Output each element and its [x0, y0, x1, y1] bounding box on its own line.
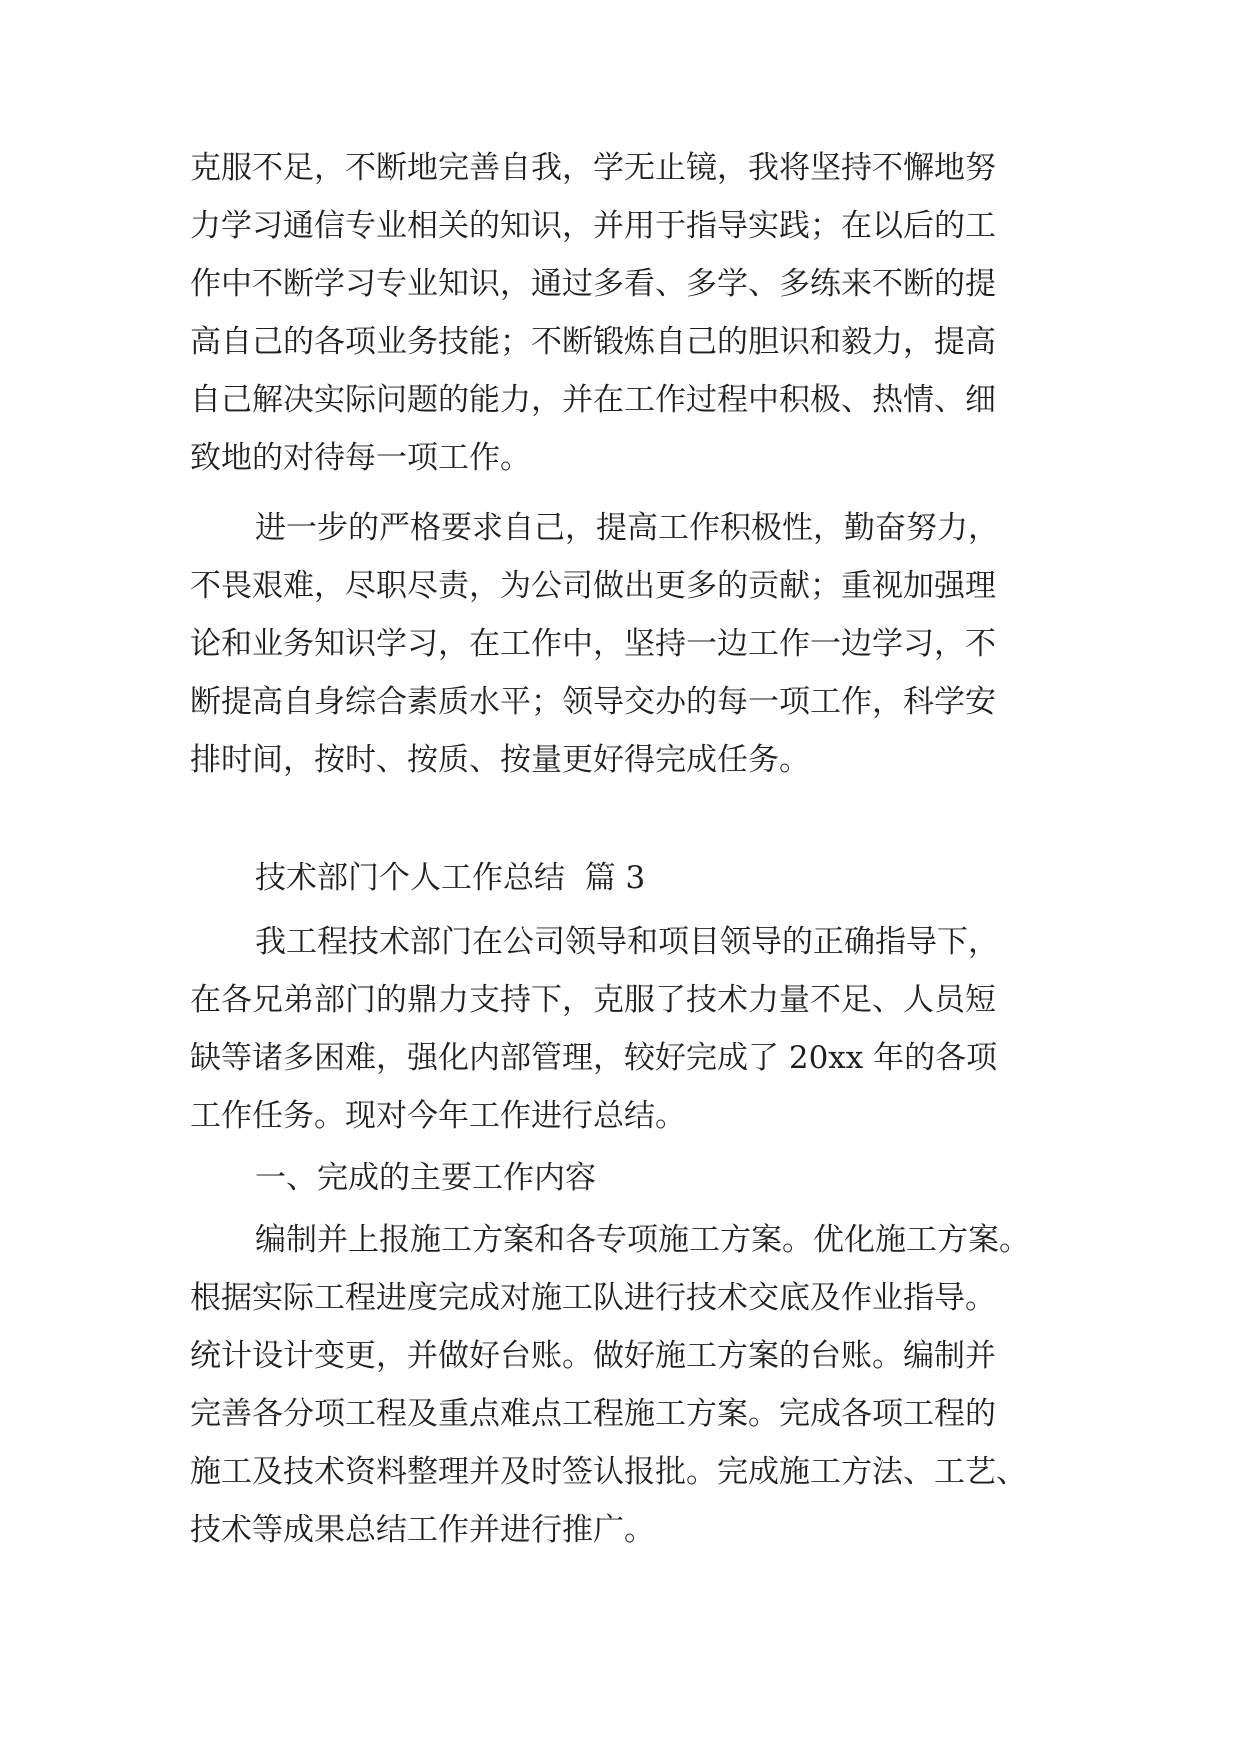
paragraph-line: 克服不足，不断地完善自我，学无止镜，我将坚持不懈地努 [190, 150, 996, 186]
paragraph-line: 论和业务知识学习，在工作中，坚持一边工作一边学习，不 [190, 626, 996, 662]
paragraph-line: 排时间，按时、按质、按量更好得完成任务。 [190, 742, 810, 778]
paragraph-line: 高自己的各项业务技能；不断锻炼自己的胆识和毅力，提高 [190, 324, 996, 360]
paragraph-line: 工作任务。现对今年工作进行总结。 [190, 1098, 686, 1134]
paragraph-line: 进一步的严格要求自己，提高工作积极性，勤奋努力， [255, 510, 999, 546]
section-heading: 技术部门个人工作总结 篇 3 [255, 860, 646, 896]
paragraph-line: 统计设计变更，并做好台账。做好施工方案的台账。编制并 [190, 1338, 996, 1374]
paragraph-line: 技术等成果总结工作并进行推广。 [190, 1512, 655, 1548]
paragraph-line: 作中不断学习专业知识，通过多看、多学、多练来不断的提 [190, 266, 996, 302]
paragraph-line: 断提高自身综合素质水平；领导交办的每一项工作，科学安 [190, 684, 996, 720]
paragraph-line: 不畏艰难，尽职尽责，为公司做出更多的贡献；重视加强理 [190, 568, 996, 604]
paragraph-line: 施工及技术资料整理并及时签认报批。完成施工方法、工艺、 [190, 1454, 1027, 1490]
paragraph-line: 自己解决实际问题的能力，并在工作过程中积极、热情、细 [190, 382, 996, 418]
paragraph-line: 在各兄弟部门的鼎力支持下，克服了技术力量不足、人员短 [190, 982, 996, 1018]
paragraph-line: 缺等诸多困难，强化内部管理，较好完成了 20xx 年的各项 [190, 1040, 998, 1076]
paragraph-line: 根据实际工程进度完成对施工队进行技术交底及作业指导。 [190, 1280, 996, 1316]
paragraph-line: 我工程技术部门在公司领导和项目领导的正确指导下， [255, 924, 999, 960]
paragraph-line: 力学习通信专业相关的知识，并用于指导实践；在以后的工 [190, 208, 996, 244]
paragraph-line: 致地的对待每一项工作。 [190, 440, 531, 476]
paragraph-line: 完善各分项工程及重点难点工程施工方案。完成各项工程的 [190, 1396, 996, 1432]
paragraph-line: 编制并上报施工方案和各专项施工方案。优化施工方案。 [255, 1222, 1030, 1258]
subheading: 一、完成的主要工作内容 [255, 1160, 596, 1196]
